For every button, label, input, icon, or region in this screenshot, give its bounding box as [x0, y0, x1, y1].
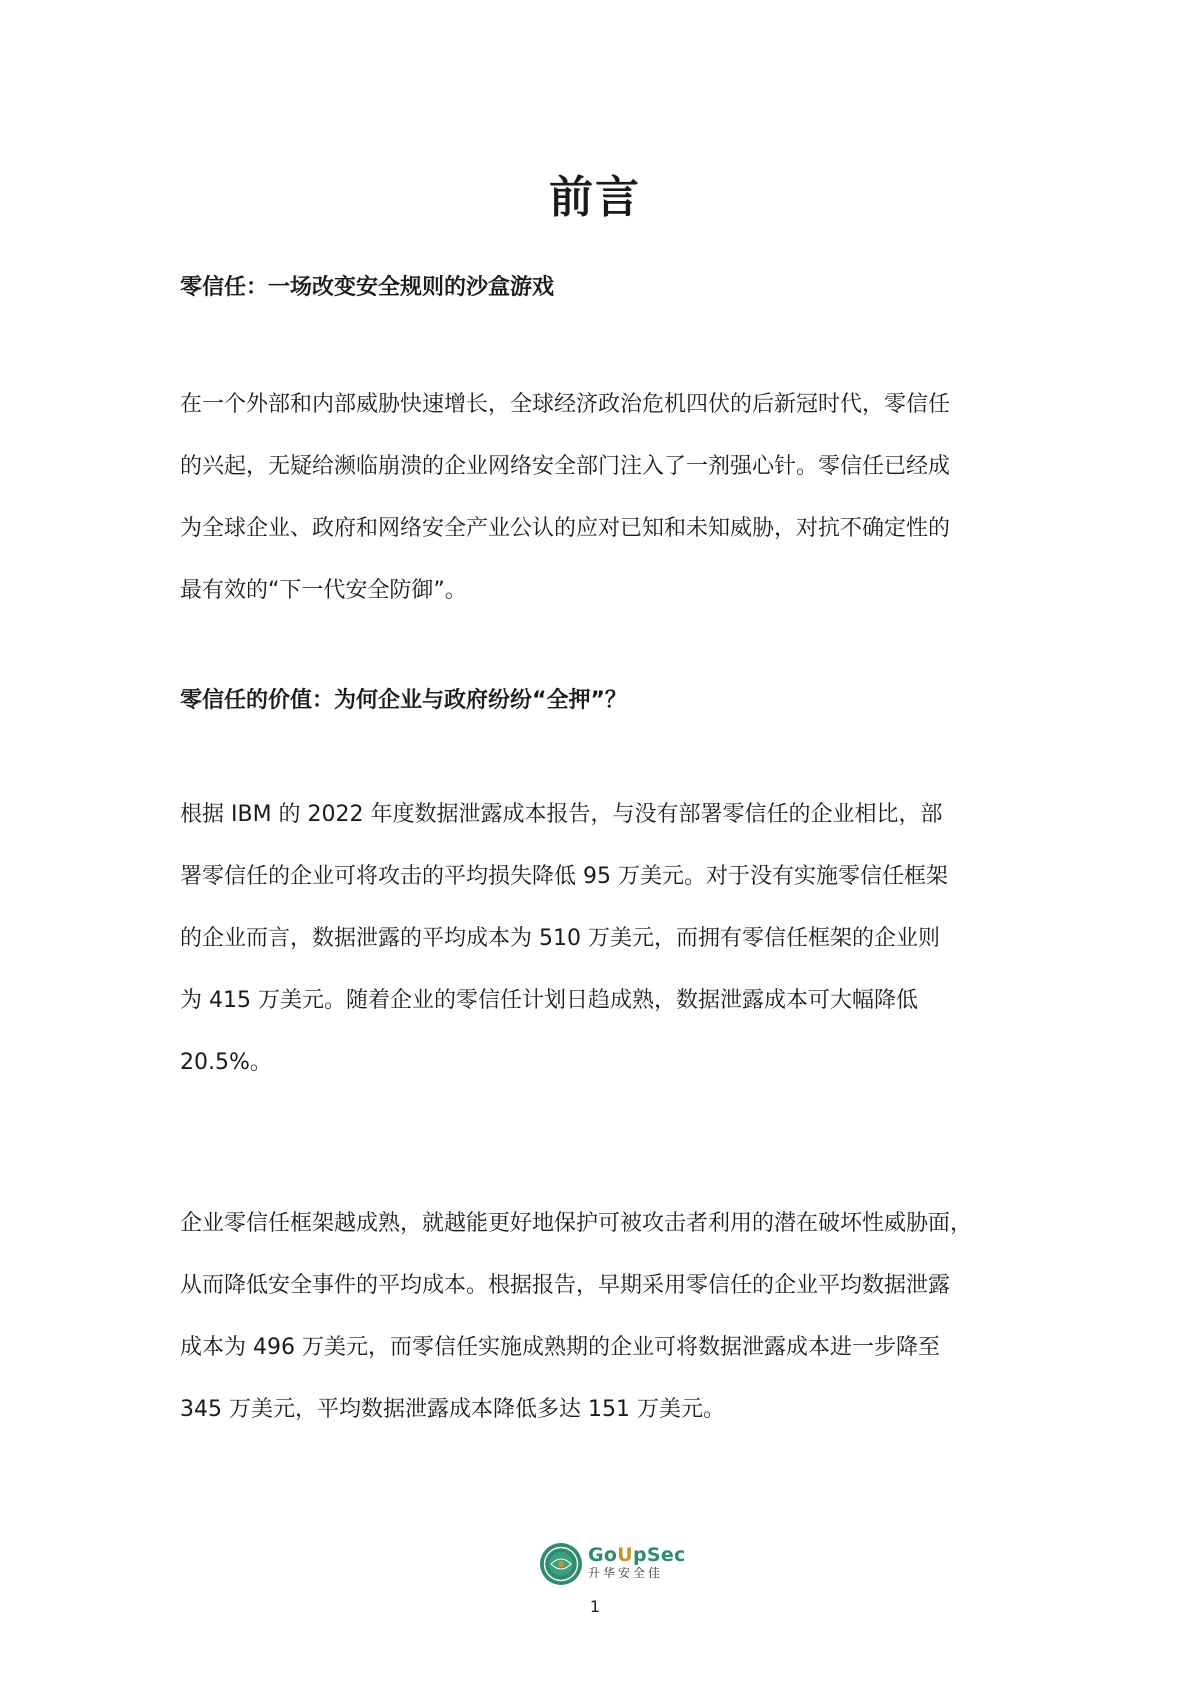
section-heading-zero-trust-value: 零信任的价值：为何企业与政府纷纷“全押”？: [180, 688, 627, 713]
paragraph-line: 从而降低安全事件的平均成本。根据报告，早期采用零信任的企业平均数据泄露: [180, 1273, 951, 1298]
paragraph-line: 的企业而言，数据泄露的平均成本为 510 万美元，而拥有零信任框架的企业则: [180, 926, 940, 951]
paragraph-line: 为 415 万美元。随着企业的零信任计划日趋成熟，数据泄露成本可大幅降低: [180, 988, 918, 1013]
section-heading-zero-trust-game: 零信任：一场改变安全规则的沙盒游戏: [180, 275, 555, 300]
paragraph-line: 为全球企业、政府和网络安全产业公认的应对已知和未知威胁，对抗不确定性的: [180, 516, 951, 541]
paragraph-ibm-report: [180, 784, 1040, 1094]
paragraph-line: 20.5%。: [180, 1050, 272, 1075]
paragraph-maturity: [180, 1193, 1040, 1441]
goupsec-logo: [539, 1540, 686, 1588]
paragraph-line: 成本为 496 万美元，而零信任实施成熟期的企业可将数据泄露成本进一步降至: [180, 1335, 940, 1360]
brand-name: GoUpSec: [588, 1544, 686, 1567]
paragraph-line: 企业零信任框架越成熟，就越能更好地保护可被攻击者利用的潜在破坏性威胁面，: [180, 1211, 973, 1236]
paragraph-line: 345 万美元，平均数据泄露成本降低多达 151 万美元。: [180, 1397, 725, 1422]
paragraph-line: 根据 IBM 的 2022 年度数据泄露成本报告，与没有部署零信任的企业相比，部: [180, 802, 943, 827]
page-title: 前言: [549, 172, 641, 223]
paragraph-line: 的兴起，无疑给濒临崩溃的企业网络安全部门注入了一剂强心针。零信任已经成: [180, 454, 951, 479]
paragraph-line: 署零信任的企业可将攻击的平均损失降低 95 万美元。对于没有实施零信任框架: [180, 864, 948, 889]
paragraph-intro: [180, 374, 1040, 622]
paragraph-line: 最有效的“下一代安全防御”。: [180, 578, 467, 603]
paragraph-line: 在一个外部和内部威胁快速增长，全球经济政治危机四伏的后新冠时代，零信任: [180, 392, 951, 417]
seal-icon: [539, 1542, 583, 1586]
brand-subtitle: 升华安全佳: [588, 1566, 664, 1581]
page-number: 1: [589, 1597, 601, 1616]
